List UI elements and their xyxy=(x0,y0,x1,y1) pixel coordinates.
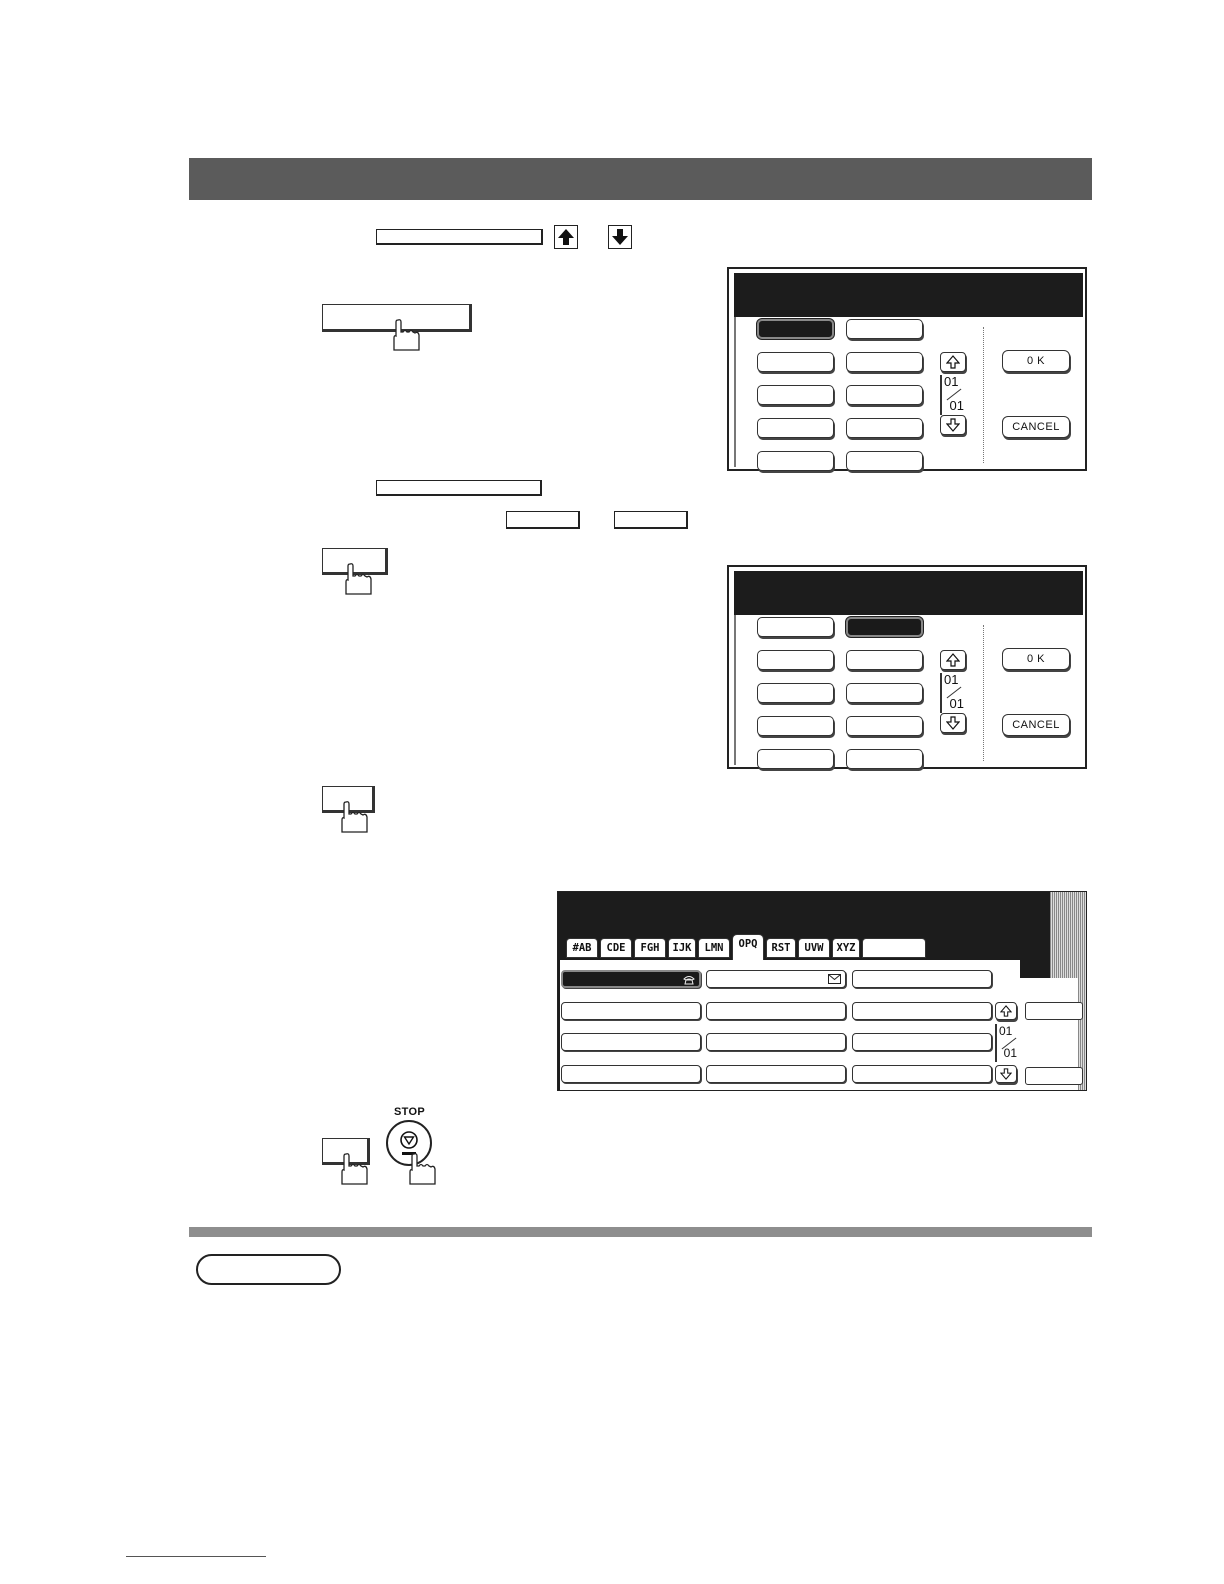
up-arrow-icon xyxy=(946,355,960,369)
stop-key-label: STOP xyxy=(394,1106,425,1118)
option-button[interactable] xyxy=(846,418,923,438)
option-button[interactable] xyxy=(757,617,834,637)
page-total: 01 xyxy=(1003,1046,1017,1060)
option-button[interactable] xyxy=(846,352,923,372)
option-button[interactable] xyxy=(846,716,923,736)
tab-lmn[interactable]: LMN xyxy=(698,938,730,958)
tab-hash-ab[interactable]: #AB xyxy=(566,938,598,958)
address-entry[interactable] xyxy=(706,1033,846,1051)
scroll-up-button[interactable] xyxy=(995,1002,1017,1020)
page-indicator xyxy=(995,1024,1019,1062)
scroll-up-button[interactable] xyxy=(940,650,966,670)
page-current: 01 xyxy=(999,1024,1013,1038)
pressing-hand-icon xyxy=(404,1152,440,1188)
section-header-bar xyxy=(189,158,1092,200)
settings-dialog-1 xyxy=(727,267,1087,471)
section-divider xyxy=(189,1227,1092,1237)
option-button[interactable] xyxy=(846,319,923,339)
up-arrow-icon xyxy=(1000,1005,1012,1017)
address-entry[interactable] xyxy=(852,970,992,988)
option-button[interactable] xyxy=(757,716,834,736)
page-total: 01 xyxy=(949,398,964,413)
inline-key-reference-3 xyxy=(506,511,580,529)
pressing-hand-icon xyxy=(340,562,376,598)
side-function-button[interactable] xyxy=(1025,1002,1083,1020)
address-entry[interactable] xyxy=(852,1002,992,1020)
inline-key-reference-1 xyxy=(376,229,543,245)
option-button-selected[interactable] xyxy=(846,617,923,637)
settings-dialog-2 xyxy=(727,565,1087,769)
note-badge xyxy=(196,1254,341,1285)
address-entry[interactable] xyxy=(852,1033,992,1051)
pressing-hand-icon xyxy=(336,1152,372,1188)
option-button[interactable] xyxy=(846,650,923,670)
option-button[interactable] xyxy=(757,352,834,372)
cancel-button[interactable]: CANCEL xyxy=(1002,416,1070,438)
option-button[interactable] xyxy=(757,451,834,471)
divider xyxy=(983,625,984,761)
ok-button[interactable]: 0 K xyxy=(1002,350,1070,372)
option-button-selected[interactable] xyxy=(757,319,834,339)
tab-fgh[interactable]: FGH xyxy=(634,938,666,958)
option-button[interactable] xyxy=(757,418,834,438)
footer-link-underline[interactable] xyxy=(126,1556,266,1557)
tab-xyz[interactable]: XYZ xyxy=(832,938,860,958)
tab-ijk[interactable]: IJK xyxy=(668,938,696,958)
option-button[interactable] xyxy=(846,683,923,703)
down-arrow-icon xyxy=(608,225,632,249)
option-button[interactable] xyxy=(757,749,834,769)
option-button[interactable] xyxy=(757,385,834,405)
tab-blank[interactable] xyxy=(862,938,926,958)
inline-key-reference-4 xyxy=(614,511,688,529)
address-book-screen xyxy=(557,891,1087,1091)
tab-cde[interactable]: CDE xyxy=(600,938,632,958)
tab-opq-active[interactable]: OPQ xyxy=(732,934,764,960)
phone-icon xyxy=(683,975,695,985)
stop-icon xyxy=(399,1130,419,1150)
option-button[interactable] xyxy=(757,683,834,703)
up-arrow-icon xyxy=(554,225,578,249)
page-indicator xyxy=(940,673,966,713)
address-entry[interactable] xyxy=(561,1002,701,1020)
up-arrow-icon xyxy=(946,653,960,667)
side-function-button[interactable] xyxy=(1025,1067,1083,1085)
dialog-title-bar xyxy=(734,571,1083,615)
down-arrow-icon xyxy=(946,716,960,730)
option-button[interactable] xyxy=(757,650,834,670)
email-icon xyxy=(828,974,841,984)
address-entry-selected[interactable] xyxy=(561,970,701,988)
address-entry[interactable] xyxy=(706,1002,846,1020)
divider xyxy=(983,327,984,463)
cancel-button[interactable]: CANCEL xyxy=(1002,714,1070,736)
page-current: 01 xyxy=(944,374,959,389)
option-button[interactable] xyxy=(846,451,923,471)
down-arrow-icon xyxy=(946,418,960,432)
page-current: 01 xyxy=(944,672,959,687)
page-indicator xyxy=(940,375,966,415)
pressing-hand-icon xyxy=(388,318,424,354)
tab-rst[interactable]: RST xyxy=(766,938,796,958)
address-entry[interactable] xyxy=(561,1033,701,1051)
down-arrow-icon xyxy=(1000,1068,1012,1080)
address-entry[interactable] xyxy=(706,1065,846,1083)
option-button[interactable] xyxy=(846,749,923,769)
scroll-down-button[interactable] xyxy=(940,713,966,733)
scroll-down-button[interactable] xyxy=(940,415,966,435)
scroll-up-button[interactable] xyxy=(940,352,966,372)
ok-button[interactable]: 0 K xyxy=(1002,648,1070,670)
page-total: 01 xyxy=(949,696,964,711)
scroll-down-button[interactable] xyxy=(995,1065,1017,1083)
inline-key-reference-2 xyxy=(376,480,542,496)
option-button[interactable] xyxy=(846,385,923,405)
tab-uvw[interactable]: UVW xyxy=(798,938,830,958)
dialog-title-bar xyxy=(734,273,1083,317)
address-entry[interactable] xyxy=(706,970,846,988)
pressing-hand-icon xyxy=(336,800,372,836)
address-entry[interactable] xyxy=(561,1065,701,1083)
address-entry[interactable] xyxy=(852,1065,992,1083)
